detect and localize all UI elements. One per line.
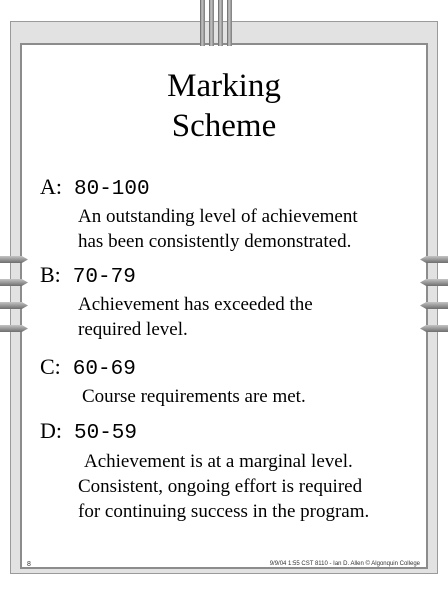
description-line: required level. xyxy=(78,319,188,340)
grade-d-heading xyxy=(40,418,137,447)
description-line: Consistent, ongoing effort is required xyxy=(78,476,363,497)
grade-letter: C: xyxy=(40,354,61,379)
description-line: Achievement has exceeded the xyxy=(78,294,313,315)
slide-title xyxy=(20,66,428,146)
description-line: for continuing success in the program. xyxy=(78,501,370,522)
grade-b-heading xyxy=(40,262,136,291)
footer-note: 9/9/04 1:55 CST 8110 - Ian D. Allen © Algonquin College xyxy=(269,561,420,567)
grade-c-heading xyxy=(40,354,136,383)
title-line-1: Marking xyxy=(167,68,281,104)
description-line: has been consistently demonstrated. xyxy=(78,231,352,252)
page-number: 8 xyxy=(27,561,31,568)
grade-range: 60-69 xyxy=(72,358,136,381)
grade-a-heading xyxy=(40,174,150,203)
grade-letter: D: xyxy=(40,418,62,443)
grade-range: 80-100 xyxy=(74,178,150,201)
description-line: An outstanding level of achievement xyxy=(78,206,358,227)
title-line-2: Scheme xyxy=(171,108,277,144)
description-line: Achievement is at a marginal level. xyxy=(84,451,353,472)
grade-b-description xyxy=(78,292,423,342)
grade-c-description xyxy=(82,384,427,409)
grade-letter: A: xyxy=(40,174,62,199)
top-decorative-bars xyxy=(198,0,234,46)
grade-letter: B: xyxy=(40,262,61,287)
grade-range: 70-79 xyxy=(72,266,136,289)
description-line: Course requirements are met. xyxy=(82,386,306,407)
grade-range: 50-59 xyxy=(74,422,138,445)
grade-a-description xyxy=(78,204,423,254)
grade-d-description xyxy=(78,449,423,524)
left-decorative-bars xyxy=(0,256,28,332)
right-decorative-bars xyxy=(420,256,448,332)
